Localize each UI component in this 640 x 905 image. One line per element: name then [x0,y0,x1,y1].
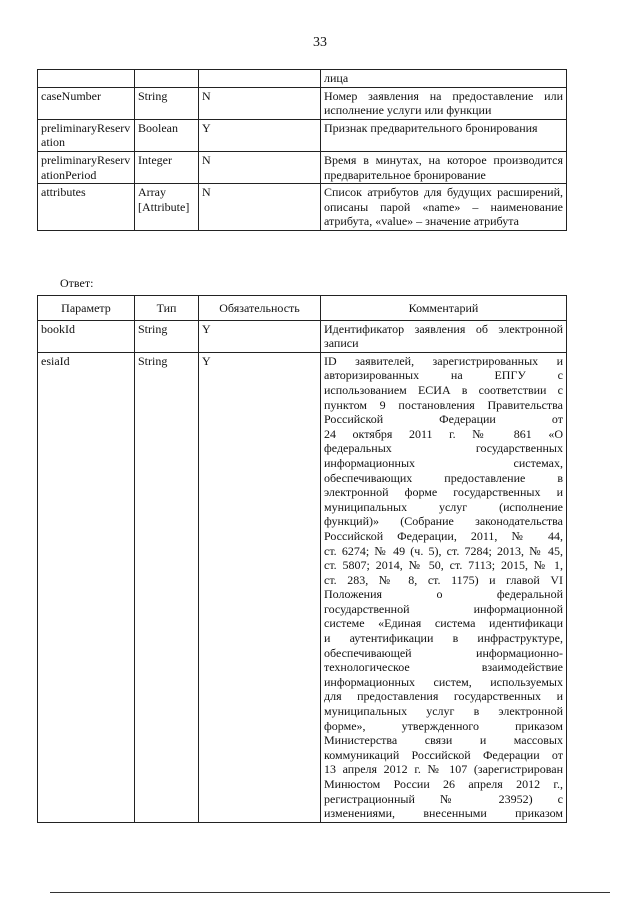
param-cell: preliminaryReservationPeriod [38,151,135,183]
comment-cell: Время в минутах, на которое производится предварительное бронирование [321,151,567,183]
table-row [38,119,567,151]
comment-line: информационных системах, [324,455,563,470]
type-cell: String [135,87,199,119]
table-row [38,320,567,352]
comment-line: и аутентификации в инфраструктуре, [324,631,563,646]
header-comment: Комментарий [321,296,567,321]
table-row [38,352,567,822]
comment-line: системе «Единая система идентификаци [324,616,563,631]
comment-line: ст. 283, № 8, ст. 1175) и главой VI [324,572,563,587]
type-cell [135,70,199,88]
comment-line: муниципальных услуг в электронной [324,704,563,719]
comment-line: Российской Федерации от [324,412,563,427]
required-cell: N [199,151,321,183]
type-cell: Boolean [135,119,199,151]
comment-line: 24 октября 2011 г. № 861 «О [324,426,563,441]
param-cell: bookId [38,320,135,352]
comment-line: ID заявителей, зарегистрированных и [324,353,563,368]
type-cell: String [135,352,199,822]
comment-line: функций)» (Собрание законодательства [324,514,563,529]
response-parameters-table [37,295,567,823]
table-row [38,151,567,183]
comment-line: регистрационный № 23952) с [324,791,563,806]
comment-line: ст. 6274; № 49 (ч. 5), ст. 7284; 2013, № 45, [324,543,563,558]
table-header-row [38,296,567,321]
type-cell: Integer [135,151,199,183]
comment-cell [321,352,567,822]
comment-line: федеральных государственных [324,441,563,456]
comment-line: Минюстом России 26 апреля 2012 г., [324,777,563,791]
comment-line: пунктом 9 постановления Правительства [324,397,563,412]
comment-cell: Идентификатор заявления об электронной записи [321,320,567,352]
header-type: Тип [135,296,199,321]
page-bottom-rule [50,892,610,893]
param-cell: caseNumber [38,87,135,119]
comment-line: использованием ЕСИА в соответствии с [324,382,563,397]
type-cell: Array [Attribute] [135,184,199,231]
comment-line: Министерства связи и массовых [324,733,563,748]
table-row [38,70,567,88]
required-cell: N [199,87,321,119]
comment-line: Положения о федеральной [324,587,563,602]
comment-line: обеспечивающей информационно- [324,645,563,660]
header-param: Параметр [38,296,135,321]
param-cell [38,70,135,88]
type-cell: String [135,320,199,352]
param-cell: attributes [38,184,135,231]
comment-line: электронной форме государственных и [324,485,563,500]
answer-label: Ответ: [60,276,94,290]
comment-line: изменениями, внесенными приказом [324,806,563,821]
param-cell: esiaId [38,352,135,822]
comment-line: технологическое взаимодействие [324,660,563,675]
required-cell [199,70,321,88]
request-parameters-table [37,69,567,231]
comment-line: муниципальных услуг (исполнение [324,499,563,514]
required-cell: Y [199,320,321,352]
comment-line: для предоставления государственных и [324,689,563,704]
comment-line: коммуникаций Российской Федерации от [324,747,563,762]
comment-line: авторизированных на ЕПГУ с [324,368,563,383]
comment-line: 13 апреля 2012 г. № 107 (зарегистрирован [324,762,563,777]
comment-line: ст. 5807; 2014, № 50, ст. 7113; 2015, № 1, [324,558,563,573]
comment-line: обеспечивающих предоставление в [324,470,563,485]
comment-line: Российской Федерации, 2011, № 44, [324,528,563,543]
required-cell: Y [199,119,321,151]
comment-cell: лица [321,70,567,88]
required-cell: Y [199,352,321,822]
comment-cell: Список атрибутов для будущих расширений, описаны парой «name» – наименование атрибута, «value» – значение атрибута [321,184,567,231]
comment-cell: Номер заявления на предоставление или исполнение услуги или функции [321,87,567,119]
comment-line: форме», утвержденного приказом [324,718,563,733]
page-number: 33 [313,35,327,50]
comment-cell: Признак предварительного бронирования [321,119,567,151]
table-row [38,184,567,231]
required-cell: N [199,184,321,231]
header-required: Обязательность [199,296,321,321]
table-row [38,87,567,119]
comment-line: информационных систем, используемых [324,674,563,689]
param-cell: preliminaryReservation [38,119,135,151]
comment-line: государственной информационной [324,601,563,616]
